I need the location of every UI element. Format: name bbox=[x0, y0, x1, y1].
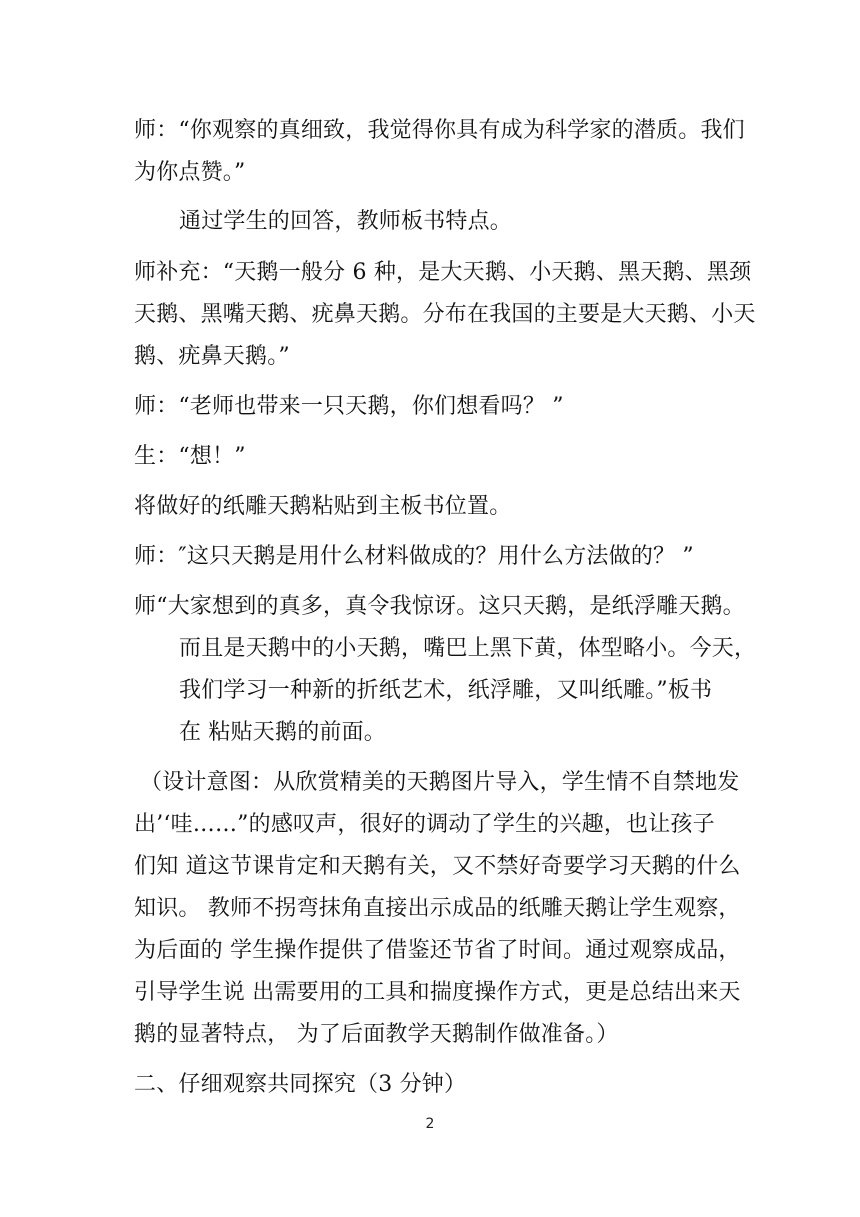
text-line: 鹅、疣鼻天鹅。” bbox=[134, 344, 290, 369]
text-line: 天鹅、黑嘴天鹅、疣鼻天鹅。分布在我国的主要是大天鹅、小天 bbox=[134, 302, 756, 327]
text-line: 将做好的纸雕天鹅粘贴到主板书位置。 bbox=[134, 494, 512, 519]
text-line: 为后面的 学生操作提供了借鉴还节省了时间。通过观察成品， bbox=[134, 938, 741, 963]
page-number: 2 bbox=[425, 1116, 435, 1132]
text-line: 引导学生说 出需要用的工具和揣度操作方式，更是总结出来天 bbox=[134, 980, 741, 1005]
section-heading: 二、仔细观察共同探究（3 分钟） bbox=[134, 1072, 467, 1097]
text-line: 师：“老师也带来一只天鹅，你们想看吗？ ” bbox=[134, 394, 564, 419]
text-line: （设计意图：从欣赏精美的天鹅图片导入，学生情不自禁地发 bbox=[140, 770, 740, 795]
text-line: 为你点赞。” bbox=[134, 160, 246, 185]
text-line: 生：“想！” bbox=[134, 444, 246, 469]
text-line: 鹅的显著特点， 为了后面教学天鹅制作做准备。） bbox=[134, 1022, 619, 1047]
text-line: 在 粘贴天鹅的前面。 bbox=[179, 720, 386, 745]
text-line: 通过学生的回答，教师板书特点。 bbox=[179, 209, 513, 234]
text-line: 师补充：“天鹅一般分 6 种，是大天鹅、小天鹅、黑天鹅、黑颈 bbox=[134, 260, 752, 285]
text-line: 师：“你观察的真细致，我觉得你具有成为科学家的潜质。我们 bbox=[134, 118, 745, 143]
text-line: 们知 道这节课肯定和天鹅有关，又不禁好奇要学习天鹅的什么 bbox=[134, 854, 741, 879]
text-line: 师：″这只天鹅是用什么材料做成的？用什么方法做的？ ” bbox=[134, 544, 694, 569]
text-line: 知识。 教师不拐弯抹角直接出示成品的纸雕天鹅让学生观察， bbox=[134, 896, 741, 921]
text-line: 而且是天鹅中的小天鹅，嘴巴上黑下黄，体型略小。今天， bbox=[179, 636, 757, 661]
text-line: 我们学习一种新的折纸艺术，纸浮雕，又叫纸雕。”板书 bbox=[179, 678, 713, 703]
text-line: 出’‘哇……”的感叹声，很好的调动了学生的兴趣，也让孩子 bbox=[134, 812, 715, 837]
text-line: 师“大家想到的真多，真令我惊讶。这只天鹅，是纸浮雕天鹅。 bbox=[134, 594, 745, 619]
